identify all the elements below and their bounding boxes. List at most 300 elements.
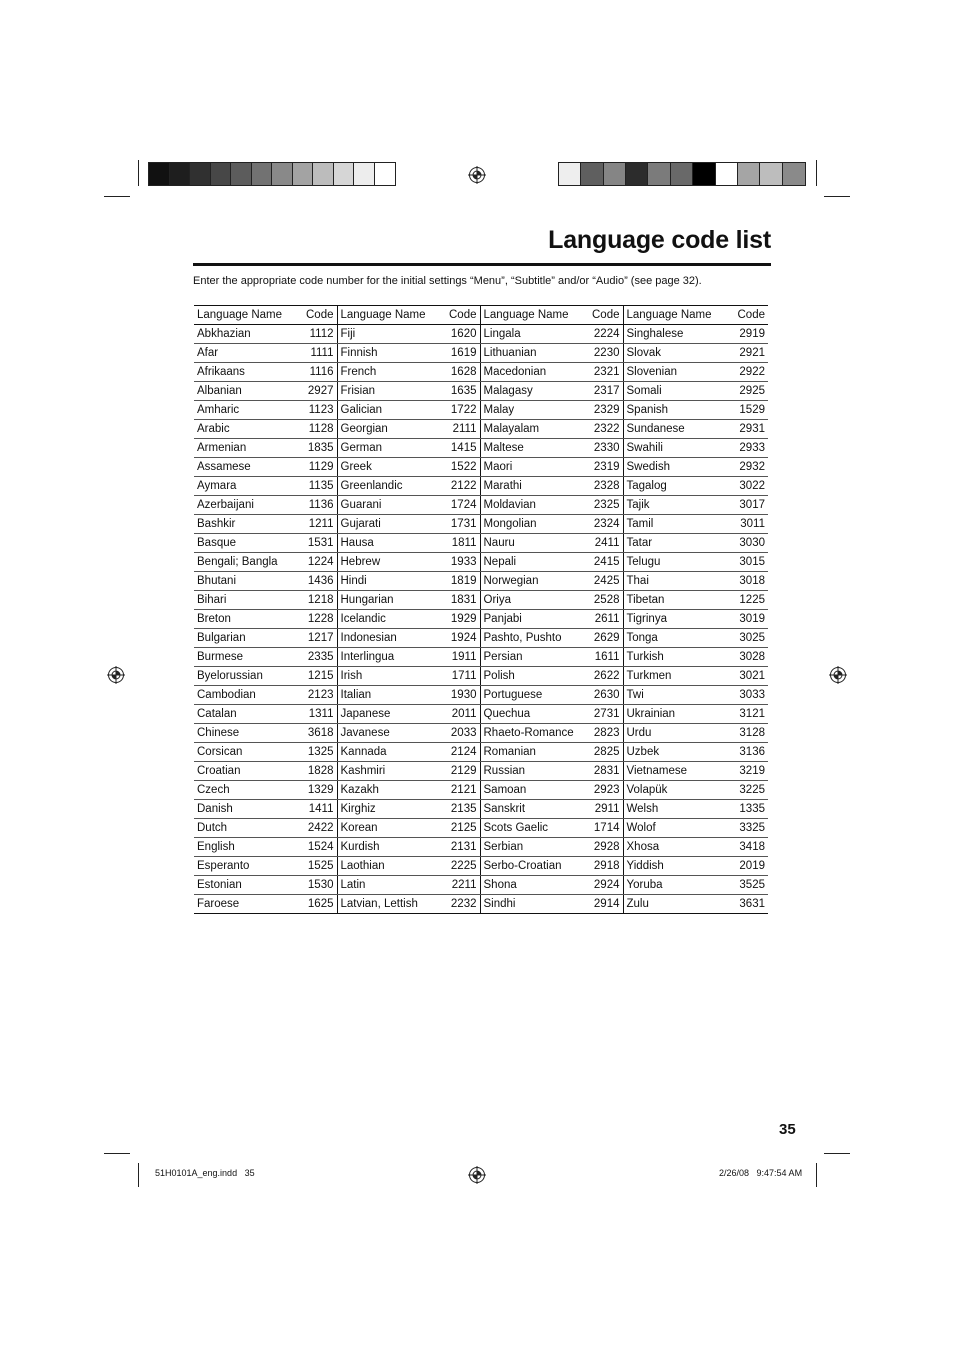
language-code-cell: 1129 (301, 458, 337, 477)
language-name-cell: Tajik (623, 496, 730, 515)
language-name-cell: Catalan (194, 705, 301, 724)
language-code-cell: 1522 (444, 458, 480, 477)
language-code-cell: 1329 (301, 781, 337, 800)
crop-mark (824, 1153, 850, 1154)
language-name-cell: Serbian (480, 838, 587, 857)
language-name-cell: Panjabi (480, 610, 587, 629)
language-name-cell: Sindhi (483, 898, 516, 910)
language-name-cell: Kirghiz (337, 800, 444, 819)
language-name-cell: Bashkir (194, 515, 301, 534)
language-code-cell: 2528 (587, 591, 623, 610)
language-code-cell: 1335 (730, 800, 768, 819)
intro-text: Enter the appropriate code number for the initial settings “Menu”, “Subtitle” and/or “Audio” (see page 32). (193, 275, 702, 287)
language-code-cell: 1224 (301, 553, 337, 572)
language-name-cell: Malayalam (480, 420, 587, 439)
language-name-cell: Afar (194, 344, 301, 363)
language-code-cell: 2011 (444, 705, 480, 724)
color-swatch (252, 163, 273, 185)
language-name-cell: Malay (480, 401, 587, 420)
language-code-cell: 2925 (730, 382, 768, 401)
language-code-cell: 2923 (587, 781, 623, 800)
language-name-cell: Tagalog (623, 477, 730, 496)
language-code-cell: 2918 (587, 857, 623, 876)
language-code-cell: 2129 (444, 762, 480, 781)
table-row (194, 477, 768, 496)
language-code-cell: 2328 (587, 477, 623, 496)
language-code-cell: 3033 (730, 686, 768, 705)
color-swatch (559, 163, 581, 185)
language-code-cell: 2211 (444, 876, 480, 895)
language-name-cell: Vietnamese (623, 762, 730, 781)
language-code-cell: 1135 (301, 477, 337, 496)
language-name-cell: Marathi (480, 477, 587, 496)
language-code-cell: 1111 (301, 344, 337, 363)
table-row (194, 534, 768, 553)
color-swatch (671, 163, 693, 185)
color-swatch (581, 163, 603, 185)
language-code-cell: 1835 (301, 439, 337, 458)
language-name-cell: Sundanese (623, 420, 730, 439)
table-row (194, 344, 768, 363)
language-code-cell: 1911 (444, 648, 480, 667)
language-name-cell: Swedish (623, 458, 730, 477)
language-code-cell: 1530 (301, 876, 337, 895)
language-code-cell: 2125 (444, 819, 480, 838)
language-name-cell: Scots Gaelic (480, 819, 587, 838)
language-name-cell: Russian (480, 762, 587, 781)
table-row (194, 515, 768, 534)
color-calibration-bar-left (148, 162, 396, 186)
language-name-cell: Slovenian (623, 363, 730, 382)
language-name-cell: Serbo-Croatian (480, 857, 587, 876)
language-name-cell: Singhalese (623, 325, 730, 344)
language-name-cell: Guarani (337, 496, 444, 515)
table-row (194, 762, 768, 781)
language-code-cell: 1929 (444, 610, 480, 629)
table-row (194, 667, 768, 686)
language-code-cell: 2411 (587, 534, 623, 553)
crop-mark (816, 160, 817, 186)
language-name-cell: Latvian, Lettish (340, 898, 418, 910)
language-name-cell: Fiji (337, 325, 444, 344)
language-name-cell: Swahili (623, 439, 730, 458)
language-name-cell: Hindi (337, 572, 444, 591)
language-code-cell: 1933 (444, 553, 480, 572)
language-code-cell: 3618 (301, 724, 337, 743)
language-code-cell: 2611 (587, 610, 623, 629)
table-row (194, 439, 768, 458)
page-title: Language code list (548, 226, 771, 254)
language-name-cell: Somali (623, 382, 730, 401)
language-name-cell: Hausa (337, 534, 444, 553)
language-code-cell: 2931 (730, 420, 768, 439)
table-row (194, 458, 768, 477)
language-name-cell: Ukrainian (623, 705, 730, 724)
crop-mark (816, 1163, 817, 1187)
language-name-cell: Japanese (337, 705, 444, 724)
language-code-cell: 2122 (444, 477, 480, 496)
language-code-cell: 1714 (587, 819, 623, 838)
language-code-cell: 1112 (301, 325, 337, 344)
language-code-cell: 2321 (587, 363, 623, 382)
language-name-cell: Uzbek (623, 743, 730, 762)
language-code-cell: 3136 (730, 743, 768, 762)
color-swatch (190, 163, 211, 185)
column-header-language-name: Language Name (337, 306, 444, 325)
language-code-cell: 2121 (444, 781, 480, 800)
language-code-cell: 1619 (444, 344, 480, 363)
registration-mark-icon (107, 666, 125, 684)
language-name-cell: Korean (337, 819, 444, 838)
language-name-cell: Kurdish (337, 838, 444, 857)
language-code-cell: 1123 (301, 401, 337, 420)
language-name-cell: Kazakh (337, 781, 444, 800)
language-name-cell: Azerbaijani (194, 496, 301, 515)
language-name-cell: Spanish (623, 401, 730, 420)
language-code-cell: 1218 (301, 591, 337, 610)
language-name-cell: Tonga (623, 629, 730, 648)
language-name-cell: Icelandic (337, 610, 444, 629)
column-header-code: Code (444, 306, 480, 325)
language-code-cell: 3018 (730, 572, 768, 591)
language-name-cell: Dutch (194, 819, 301, 838)
table-row (194, 401, 768, 420)
language-name-cell: Italian (337, 686, 444, 705)
column-header-code: Code (301, 306, 337, 325)
language-name-cell: Bihari (194, 591, 301, 610)
table-row (194, 705, 768, 724)
language-code-cell: 1217 (301, 629, 337, 648)
language-name-cell: English (194, 838, 301, 857)
language-code-cell: 2329 (587, 401, 623, 420)
language-code-cell: 3015 (730, 553, 768, 572)
color-calibration-bar-right (558, 162, 806, 186)
language-name-cell: Assamese (194, 458, 301, 477)
language-name-cell: Lingala (480, 325, 587, 344)
language-name-cell: Bengali; Bangla (194, 553, 301, 572)
language-code-cell: 2225 (444, 857, 480, 876)
page-number: 35 (779, 1121, 796, 1138)
language-name-cell: Tatar (623, 534, 730, 553)
language-code-cell: 1128 (301, 420, 337, 439)
language-code-cell: 2932 (730, 458, 768, 477)
language-code-cell: 3525 (730, 876, 768, 895)
registration-mark-icon (829, 666, 847, 684)
language-name-cell: Greek (337, 458, 444, 477)
language-name-cell: Afrikaans (194, 363, 301, 382)
language-name-cell: Thai (623, 572, 730, 591)
language-name-cell: Kashmiri (337, 762, 444, 781)
language-code-cell: 1711 (444, 667, 480, 686)
table-row (194, 819, 768, 838)
language-name-cell: Tigrinya (623, 610, 730, 629)
language-code-cell: 1524 (301, 838, 337, 857)
language-code-cell: 3017 (730, 496, 768, 515)
color-swatch (760, 163, 782, 185)
title-rule (193, 263, 771, 266)
language-code-cell: 1831 (444, 591, 480, 610)
table-header-row (194, 306, 768, 325)
language-name-cell: Indonesian (337, 629, 444, 648)
crop-mark (104, 196, 130, 197)
language-code-cell: 3325 (730, 819, 768, 838)
language-name-cell: Arabic (194, 420, 301, 439)
language-code-cell: 3225 (730, 781, 768, 800)
language-code-cell: 1116 (301, 363, 337, 382)
column-header-code: Code (587, 306, 623, 325)
language-code-cell: 3631 (739, 898, 765, 910)
language-name-cell: Bhutani (194, 572, 301, 591)
language-code-cell: 1819 (444, 572, 480, 591)
language-code-cell: 2927 (301, 382, 337, 401)
table-row (194, 572, 768, 591)
language-name-cell: Laothian (337, 857, 444, 876)
language-name-cell: Hungarian (337, 591, 444, 610)
language-name-cell: Greenlandic (337, 477, 444, 496)
language-name-cell: Albanian (194, 382, 301, 401)
language-code-cell: 3128 (730, 724, 768, 743)
language-code-cell: 3019 (730, 610, 768, 629)
language-name-cell: Interlingua (337, 648, 444, 667)
language-code-cell: 2019 (730, 857, 768, 876)
registration-mark-icon (468, 1166, 486, 1184)
table-row (194, 382, 768, 401)
language-name-cell: Moldavian (480, 496, 587, 515)
color-swatch (354, 163, 375, 185)
language-code-cell: 2911 (587, 800, 623, 819)
language-name-cell: Hebrew (337, 553, 444, 572)
color-swatch (783, 163, 805, 185)
language-name-cell: Twi (623, 686, 730, 705)
language-name-cell: Samoan (480, 781, 587, 800)
language-name-cell: Corsican (194, 743, 301, 762)
language-code-cell: 1625 (301, 895, 337, 914)
language-name-cell: Latin (337, 876, 444, 895)
language-code-cell: 2922 (730, 363, 768, 382)
table-row (194, 800, 768, 819)
table-row (194, 876, 768, 895)
table-row (194, 838, 768, 857)
language-name-cell: Slovak (623, 344, 730, 363)
table-row (194, 420, 768, 439)
table-row (194, 325, 768, 344)
language-code-cell: 2914 (587, 895, 623, 914)
language-name-cell: Romanian (480, 743, 587, 762)
language-code-cell: 2033 (444, 724, 480, 743)
language-name-cell: Breton (194, 610, 301, 629)
column-header-language-name: Language Name (623, 306, 730, 325)
language-name-cell: Turkmen (623, 667, 730, 686)
language-code-cell: 1620 (444, 325, 480, 344)
table-row (194, 363, 768, 382)
language-name-cell: Aymara (194, 477, 301, 496)
language-name-cell: German (337, 439, 444, 458)
language-name-cell: Czech (194, 781, 301, 800)
language-code-cell: 1828 (301, 762, 337, 781)
language-code-cell: 2322 (587, 420, 623, 439)
registration-mark-icon (468, 166, 486, 184)
language-code-cell: 3011 (730, 515, 768, 534)
language-code-cell: 3121 (730, 705, 768, 724)
language-name-cell: Tibetan (623, 591, 730, 610)
language-code-cell: 3219 (730, 762, 768, 781)
language-name-cell: Oriya (480, 591, 587, 610)
language-name-cell: Maori (480, 458, 587, 477)
language-code-cell: 2622 (587, 667, 623, 686)
language-name-cell: Norwegian (480, 572, 587, 591)
language-name-cell: Sanskrit (480, 800, 587, 819)
language-name-cell: Volapük (623, 781, 730, 800)
language-code-cell: 2928 (587, 838, 623, 857)
color-swatch (604, 163, 626, 185)
language-code-cell: 2415 (587, 553, 623, 572)
language-code-cell: 3025 (730, 629, 768, 648)
color-swatch (334, 163, 355, 185)
language-name-cell: Quechua (480, 705, 587, 724)
language-code-cell: 1724 (444, 496, 480, 515)
language-name-cell: Burmese (194, 648, 301, 667)
language-name-cell: Yoruba (623, 876, 730, 895)
table-row (194, 629, 768, 648)
language-name-cell: Lithuanian (480, 344, 587, 363)
language-code-cell: 3021 (730, 667, 768, 686)
language-code-cell: 1635 (444, 382, 480, 401)
language-code-cell: 2831 (587, 762, 623, 781)
table-row (194, 724, 768, 743)
language-name-cell: Zulu (626, 898, 649, 910)
language-code-cell: 2135 (444, 800, 480, 819)
language-name-cell: Amharic (194, 401, 301, 420)
language-name-cell: Javanese (337, 724, 444, 743)
language-code-cell: 2919 (730, 325, 768, 344)
color-swatch (293, 163, 314, 185)
language-code-cell: 1411 (301, 800, 337, 819)
language-code-cell: 2325 (587, 496, 623, 515)
language-code-cell: 1529 (730, 401, 768, 420)
language-name-cell: Pashto, Pushto (480, 629, 587, 648)
language-code-cell: 1436 (301, 572, 337, 591)
language-name-cell: Armenian (194, 439, 301, 458)
language-code-cell: 2921 (730, 344, 768, 363)
language-name-cell: Maltese (480, 439, 587, 458)
language-code-cell: 1225 (730, 591, 768, 610)
crop-mark (104, 1153, 130, 1154)
language-name-cell: Portuguese (480, 686, 587, 705)
language-code-cell: 2324 (587, 515, 623, 534)
language-name-cell: Kannada (337, 743, 444, 762)
table-row (194, 496, 768, 515)
language-code-cell: 2230 (587, 344, 623, 363)
language-code-cell: 1628 (444, 363, 480, 382)
language-code-cell: 2317 (587, 382, 623, 401)
language-name-cell: Byelorussian (194, 667, 301, 686)
color-swatch (738, 163, 760, 185)
language-code-cell: 2425 (587, 572, 623, 591)
language-code-cell: 2131 (444, 838, 480, 857)
language-name-cell: Chinese (194, 724, 301, 743)
color-swatch (231, 163, 252, 185)
language-name-cell: Welsh (623, 800, 730, 819)
language-code-cell: 1531 (301, 534, 337, 553)
crop-mark (138, 160, 139, 186)
language-code-cell: 1311 (301, 705, 337, 724)
language-name-cell: Estonian (194, 876, 301, 895)
language-code-cell: 1811 (444, 534, 480, 553)
language-name-cell: Xhosa (623, 838, 730, 857)
language-name-cell: Gujarati (337, 515, 444, 534)
language-name-cell: Rhaeto-Romance (480, 724, 587, 743)
language-name-cell: Georgian (337, 420, 444, 439)
language-code-cell: 3418 (730, 838, 768, 857)
language-code-cell: 2319 (587, 458, 623, 477)
language-name-cell: Wolof (623, 819, 730, 838)
color-swatch (170, 163, 191, 185)
language-code-cell: 2111 (444, 420, 480, 439)
crop-mark (138, 1163, 139, 1187)
language-code-cell: 2123 (301, 686, 337, 705)
color-swatch (211, 163, 232, 185)
language-name-cell: Frisian (337, 382, 444, 401)
language-code-cell: 1415 (444, 439, 480, 458)
language-code-cell: 2335 (301, 648, 337, 667)
color-swatch (272, 163, 293, 185)
color-swatch (716, 163, 738, 185)
language-name-cell: Malagasy (480, 382, 587, 401)
crop-mark (824, 196, 850, 197)
language-code-cell: 1228 (301, 610, 337, 629)
language-name-cell: Abkhazian (194, 325, 301, 344)
language-name-cell: Nepali (480, 553, 587, 572)
language-name-cell: Urdu (623, 724, 730, 743)
language-name-cell: Yiddish (623, 857, 730, 876)
language-code-cell: 2825 (587, 743, 623, 762)
language-code-cell: 3022 (730, 477, 768, 496)
language-code-cell: 2330 (587, 439, 623, 458)
language-name-cell: Nauru (480, 534, 587, 553)
table-row (194, 591, 768, 610)
language-code-cell: 2224 (587, 325, 623, 344)
table-row (194, 553, 768, 572)
language-code-cell: 3028 (730, 648, 768, 667)
language-code-cell: 1136 (301, 496, 337, 515)
table-body (194, 325, 768, 914)
table-row (194, 686, 768, 705)
color-swatch (375, 163, 396, 185)
table-row (194, 648, 768, 667)
language-name-cell: Esperanto (194, 857, 301, 876)
language-code-cell: 3030 (730, 534, 768, 553)
language-code-cell: 2630 (587, 686, 623, 705)
language-code-cell: 2924 (587, 876, 623, 895)
language-code-cell: 2124 (444, 743, 480, 762)
language-name-cell: Galician (337, 401, 444, 420)
table-row (194, 781, 768, 800)
language-code-cell: 2629 (587, 629, 623, 648)
language-code-cell: 1924 (444, 629, 480, 648)
language-name-cell: Persian (480, 648, 587, 667)
language-name-cell: Turkish (623, 648, 730, 667)
language-name-cell: Irish (337, 667, 444, 686)
color-swatch (648, 163, 670, 185)
language-name-cell: Finnish (337, 344, 444, 363)
column-header-language-name: Language Name (194, 306, 301, 325)
language-name-cell: Basque (194, 534, 301, 553)
table-row (194, 857, 768, 876)
color-swatch (626, 163, 648, 185)
language-code-cell: 1731 (444, 515, 480, 534)
language-code-cell: 2232 (444, 895, 480, 914)
language-name-cell: Faroese (197, 898, 240, 910)
